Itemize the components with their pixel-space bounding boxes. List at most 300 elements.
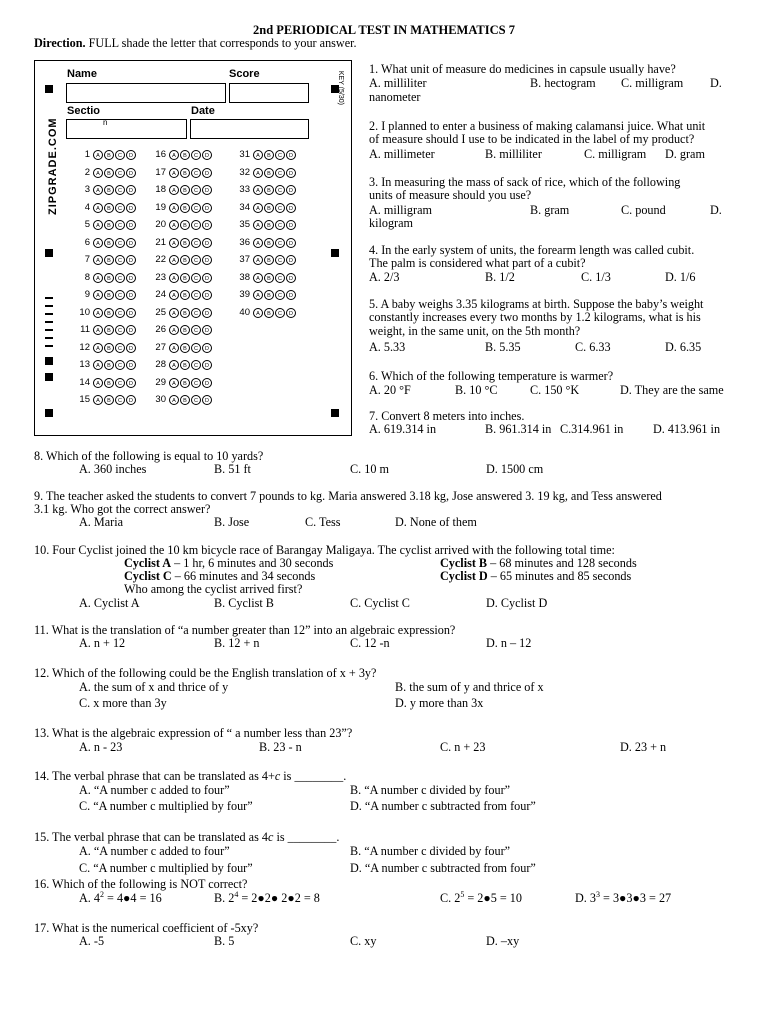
answer-bubble[interactable]: B <box>264 220 274 230</box>
answer-bubble[interactable]: C <box>115 255 125 265</box>
answer-bubble[interactable]: C <box>115 220 125 230</box>
choice-base: C. 2 <box>440 891 461 905</box>
answer-choice[interactable]: A. milliliter <box>369 76 427 90</box>
answer-bubble[interactable]: C <box>191 203 201 213</box>
answer-bubble[interactable]: D <box>126 290 136 300</box>
answer-choice[interactable]: A. the sum of x and thrice of y <box>79 680 229 694</box>
answer-bubble[interactable]: D <box>286 238 296 248</box>
answer-row <box>75 358 137 372</box>
answer-choice[interactable]: D. Cyclist D <box>486 596 548 610</box>
answer-bubble[interactable]: C <box>191 273 201 283</box>
answer-bubble[interactable]: D <box>202 255 212 265</box>
answer-bubble[interactable]: A <box>169 360 179 370</box>
answer-choice[interactable]: D. y more than 3x <box>395 696 484 710</box>
answer-row <box>235 218 297 232</box>
answer-bubble[interactable]: A <box>93 150 103 160</box>
answer-bubble[interactable]: C <box>115 185 125 195</box>
answer-bubble[interactable]: D <box>202 150 212 160</box>
answer-bubble[interactable]: C <box>115 168 125 178</box>
answer-bubble[interactable]: B <box>104 290 114 300</box>
answer-bubble[interactable]: A <box>169 308 179 318</box>
answer-choice[interactable]: A. “A number c added to four” <box>79 783 230 797</box>
name-field[interactable] <box>66 83 226 103</box>
answer-choice[interactable]: B. 10 °C <box>455 383 498 397</box>
answer-bubble[interactable]: A <box>253 255 263 265</box>
question-number: 20 <box>155 219 166 231</box>
question-number: 32 <box>239 166 250 178</box>
answer-bubble[interactable]: A <box>253 290 263 300</box>
answer-choice[interactable]: D. 6.35 <box>665 340 702 354</box>
answer-bubble[interactable]: B <box>180 185 190 195</box>
answer-choice[interactable]: C. 6.33 <box>575 340 611 354</box>
key-code: KEY (5/30) <box>337 70 344 105</box>
answer-bubble[interactable]: A <box>93 203 103 213</box>
cyclist-duration: – 68 minutes and 128 seconds <box>487 556 637 570</box>
question-number: 24 <box>155 289 166 301</box>
answer-bubble[interactable]: D <box>202 395 212 405</box>
answer-bubble[interactable]: B <box>180 308 190 318</box>
question-number: 39 <box>239 289 250 301</box>
question-stem: 13. What is the algebraic expression of “ a number less than 23”? <box>34 726 353 740</box>
answer-choice[interactable]: D. –xy <box>486 934 520 948</box>
answer-row <box>151 341 213 355</box>
answer-choice[interactable]: D. 413.961 in <box>653 422 721 436</box>
answer-bubble[interactable]: B <box>104 150 114 160</box>
question-stem: weight, in the same unit, on the 5th month? <box>369 323 581 338</box>
answer-bubble[interactable]: B <box>104 255 114 265</box>
name-label: Name <box>67 68 97 80</box>
answer-row <box>235 288 297 302</box>
answer-bubble[interactable]: A <box>93 360 103 370</box>
answer-bubble[interactable]: C <box>115 378 125 388</box>
answer-choice[interactable] <box>575 889 672 906</box>
question-stem: 12. Which of the following could be the English translation of x + 3y? <box>34 666 377 680</box>
answer-bubble[interactable]: A <box>93 290 103 300</box>
answer-choice[interactable]: B. gram <box>530 203 570 217</box>
answer-bubble[interactable]: D <box>202 343 212 353</box>
answer-bubble[interactable]: A <box>93 255 103 265</box>
answer-bubble[interactable]: C <box>115 203 125 213</box>
answer-bubble[interactable]: A <box>169 150 179 160</box>
answer-bubble[interactable]: C <box>191 185 201 195</box>
answer-choice[interactable]: C. 150 °K <box>530 383 580 397</box>
question-stem: 16. Which of the following is NOT correct? <box>34 877 248 891</box>
answer-bubble[interactable]: C <box>191 343 201 353</box>
answer-bubble[interactable]: A <box>169 395 179 405</box>
answer-row <box>151 271 213 285</box>
answer-choice[interactable]: C.314.961 in <box>560 422 624 436</box>
answer-bubble[interactable]: C <box>191 308 201 318</box>
answer-bubble[interactable]: C <box>275 168 285 178</box>
answer-bubble[interactable]: A <box>253 150 263 160</box>
answer-choice[interactable]: D. They are the same <box>620 383 724 397</box>
answer-bubble[interactable]: B <box>264 238 274 248</box>
answer-choice[interactable]: A. 5.33 <box>369 340 406 354</box>
answer-bubble[interactable]: C <box>191 255 201 265</box>
answer-bubble[interactable]: D <box>202 203 212 213</box>
answer-choice[interactable]: C. 12 -n <box>350 636 390 650</box>
answer-choice[interactable]: C. xy <box>350 934 377 948</box>
registration-mark <box>45 409 53 417</box>
answer-bubble[interactable]: C <box>191 360 201 370</box>
answer-bubble[interactable]: B <box>264 273 274 283</box>
answer-bubble[interactable]: A <box>93 325 103 335</box>
answer-bubble[interactable]: A <box>253 308 263 318</box>
answer-bubble[interactable]: B <box>104 238 114 248</box>
question-number: 10 <box>79 306 90 318</box>
answer-bubble[interactable]: C <box>191 220 201 230</box>
answer-bubble[interactable]: A <box>93 378 103 388</box>
answer-bubble[interactable]: B <box>180 255 190 265</box>
answer-bubble[interactable]: B <box>264 168 274 178</box>
answer-choice[interactable]: D. 23 + n <box>620 740 667 754</box>
answer-choice[interactable]: B. the sum of y and thrice of x <box>395 680 544 694</box>
answer-bubble[interactable]: A <box>169 185 179 195</box>
answer-bubble[interactable]: C <box>115 395 125 405</box>
answer-bubble[interactable]: D <box>126 220 136 230</box>
answer-bubble[interactable]: D <box>126 255 136 265</box>
answer-bubble[interactable]: A <box>169 203 179 213</box>
section-field[interactable] <box>66 119 187 139</box>
answer-bubble[interactable]: C <box>275 273 285 283</box>
answer-choice[interactable]: C. n + 23 <box>440 740 486 754</box>
answer-bubble[interactable]: D <box>286 150 296 160</box>
answer-choice[interactable]: B. 5.35 <box>485 340 521 354</box>
answer-bubble[interactable]: B <box>104 185 114 195</box>
answer-bubble[interactable]: A <box>169 220 179 230</box>
cyclist-time <box>440 570 631 584</box>
answer-bubble[interactable]: A <box>253 273 263 283</box>
question-number: 2 <box>84 166 90 178</box>
answer-bubble[interactable]: D <box>286 308 296 318</box>
answer-choice[interactable]: C. Tess <box>305 515 341 529</box>
answer-bubble[interactable]: B <box>104 220 114 230</box>
answer-bubble[interactable]: B <box>180 150 190 160</box>
answer-bubble[interactable]: C <box>115 343 125 353</box>
answer-bubble[interactable]: B <box>104 273 114 283</box>
answer-choice[interactable]: C. pound <box>621 203 666 217</box>
answer-choice[interactable]: B. milliliter <box>485 147 542 161</box>
answer-sheet <box>34 60 352 436</box>
answer-bubble[interactable]: C <box>191 168 201 178</box>
answer-choice[interactable] <box>79 889 162 906</box>
timing-mark <box>45 321 53 323</box>
answer-bubble[interactable]: B <box>180 238 190 248</box>
answer-bubble[interactable]: B <box>180 220 190 230</box>
answer-choice[interactable]: D. 1/6 <box>665 270 696 284</box>
answer-choice[interactable]: C. 1/3 <box>581 270 611 284</box>
answer-choice[interactable]: A. Cyclist A <box>79 596 140 610</box>
question-number: 34 <box>239 201 250 213</box>
answer-choice[interactable]: C. 10 m <box>350 462 389 476</box>
answer-row <box>235 236 297 250</box>
answer-bubble[interactable]: A <box>169 325 179 335</box>
answer-choice[interactable]: D. <box>710 76 722 90</box>
question-stem: 5. A baby weighs 3.35 kilograms at birth. Suppose the baby’s weight <box>369 297 704 311</box>
answer-bubble[interactable]: B <box>180 343 190 353</box>
answer-bubble[interactable]: C <box>275 308 285 318</box>
question-stem <box>34 831 339 845</box>
question-number: 25 <box>155 306 166 318</box>
answer-choice[interactable]: A. n - 23 <box>79 740 123 754</box>
answer-bubble[interactable]: A <box>169 273 179 283</box>
answer-bubble[interactable]: D <box>202 378 212 388</box>
answer-choice[interactable] <box>440 889 522 906</box>
answer-bubble[interactable]: D <box>126 378 136 388</box>
answer-bubble[interactable]: A <box>93 395 103 405</box>
answer-bubble[interactable]: A <box>253 220 263 230</box>
question-subtext: Who among the cyclist arrived first? <box>124 582 303 596</box>
answer-bubble[interactable]: C <box>191 378 201 388</box>
answer-row <box>75 218 137 232</box>
answer-bubble[interactable]: D <box>202 220 212 230</box>
answer-bubble[interactable]: D <box>286 220 296 230</box>
answer-bubble[interactable]: A <box>93 308 103 318</box>
date-field[interactable] <box>190 119 309 139</box>
stem-blank: is ________. <box>280 769 347 783</box>
direction <box>34 37 357 51</box>
cyclist-duration: – 66 minutes and 34 seconds <box>171 569 316 583</box>
answer-bubble[interactable]: B <box>180 168 190 178</box>
answer-bubble[interactable]: C <box>115 308 125 318</box>
answer-row <box>75 306 137 320</box>
answer-bubble[interactable]: C <box>115 325 125 335</box>
answer-bubble[interactable]: D <box>126 325 136 335</box>
answer-choice[interactable]: A. “A number c added to four” <box>79 844 230 858</box>
answer-bubble[interactable]: A <box>253 238 263 248</box>
answer-bubble[interactable]: B <box>104 203 114 213</box>
answer-bubble[interactable]: D <box>202 325 212 335</box>
answer-bubble[interactable]: C <box>115 273 125 283</box>
answer-choice[interactable]: B. hectogram <box>530 76 596 90</box>
answer-choice[interactable]: A. millimeter <box>369 147 435 161</box>
answer-bubble[interactable]: A <box>93 185 103 195</box>
answer-bubble[interactable]: B <box>104 360 114 370</box>
answer-choice[interactable]: B. Jose <box>214 515 250 529</box>
answer-bubble[interactable]: A <box>93 273 103 283</box>
answer-choice[interactable]: B. 12 + n <box>214 636 260 650</box>
choice-exponent: 3 <box>596 889 600 899</box>
answer-bubble[interactable]: C <box>275 238 285 248</box>
answer-row <box>235 271 297 285</box>
question-number: 21 <box>155 236 166 248</box>
cyclist-duration: – 65 minutes and 85 seconds <box>487 569 632 583</box>
answer-bubble[interactable]: C <box>275 150 285 160</box>
answer-choice[interactable]: C. x more than 3y <box>79 696 167 710</box>
answer-bubble[interactable]: A <box>253 203 263 213</box>
answer-choice[interactable]: A. milligram <box>369 203 432 217</box>
answer-choice[interactable]: B. 5 <box>214 934 235 948</box>
answer-bubble[interactable]: A <box>93 168 103 178</box>
answer-row <box>151 306 213 320</box>
answer-bubble[interactable]: B <box>104 168 114 178</box>
answer-bubble[interactable]: C <box>275 185 285 195</box>
answer-bubble[interactable]: A <box>169 343 179 353</box>
answer-bubble[interactable]: D <box>202 290 212 300</box>
timing-mark <box>45 373 53 381</box>
answer-choice[interactable] <box>214 889 320 906</box>
answer-bubble[interactable]: B <box>264 185 274 195</box>
answer-bubble[interactable]: A <box>169 238 179 248</box>
page-title: 2nd PERIODICAL TEST IN MATHEMATICS 7 <box>253 23 515 37</box>
answer-bubble[interactable]: B <box>264 203 274 213</box>
answer-bubble[interactable]: C <box>275 203 285 213</box>
answer-bubble[interactable]: B <box>104 343 114 353</box>
timing-mark <box>45 337 53 339</box>
answer-choice[interactable]: D. 1500 cm <box>486 462 544 476</box>
answer-bubble[interactable]: C <box>115 360 125 370</box>
answer-choice[interactable]: C. milligram <box>621 76 684 90</box>
answer-bubble[interactable]: D <box>286 203 296 213</box>
choice-rest: = 3●3●3 = 27 <box>600 891 672 905</box>
answer-row <box>75 271 137 285</box>
answer-choice[interactable]: B. 1/2 <box>485 270 515 284</box>
answer-bubble[interactable]: A <box>93 238 103 248</box>
answer-bubble[interactable]: C <box>191 238 201 248</box>
answer-choice[interactable]: D. “A number c subtracted from four” <box>350 861 536 875</box>
answer-bubble[interactable]: D <box>126 168 136 178</box>
timing-mark <box>45 305 53 307</box>
answer-bubble[interactable]: C <box>275 220 285 230</box>
score-field[interactable] <box>229 83 309 103</box>
answer-choice[interactable]: D. None of them <box>395 515 477 529</box>
answer-bubble[interactable]: D <box>126 308 136 318</box>
answer-choice[interactable]: A. Maria <box>79 515 123 529</box>
choice-base: D. 3 <box>575 891 596 905</box>
answer-bubble[interactable]: A <box>169 378 179 388</box>
answer-bubble[interactable]: A <box>253 185 263 195</box>
answer-bubble[interactable]: A <box>93 343 103 353</box>
answer-choice[interactable]: A. 360 inches <box>79 462 147 476</box>
answer-bubble[interactable]: B <box>180 273 190 283</box>
answer-bubble[interactable]: B <box>180 378 190 388</box>
answer-bubble[interactable]: B <box>180 360 190 370</box>
answer-bubble[interactable]: D <box>126 360 136 370</box>
answer-choice[interactable]: D. gram <box>665 147 705 161</box>
answer-bubble[interactable]: D <box>202 238 212 248</box>
answer-choice[interactable]: D. “A number c subtracted from four” <box>350 799 536 813</box>
answer-bubble[interactable]: B <box>264 150 274 160</box>
answer-bubble[interactable]: D <box>126 395 136 405</box>
answer-bubble[interactable]: D <box>202 308 212 318</box>
answer-bubble[interactable]: D <box>202 168 212 178</box>
answer-choice[interactable]: D. <box>710 203 722 217</box>
answer-choice[interactable]: B. 23 - n <box>259 740 302 754</box>
question-stem: of measure should I use to be indicated in the label of my product? <box>369 132 695 147</box>
answer-bubble[interactable]: D <box>286 273 296 283</box>
answer-choice[interactable]: C. “A number c multiplied by four” <box>79 799 253 813</box>
question-number: 35 <box>239 219 250 231</box>
question-stem: units of measure should you use? <box>369 188 532 203</box>
answer-bubble[interactable]: B <box>264 255 274 265</box>
question-stem: 2. I planned to enter a business of making calamansi juice. What unit <box>369 119 706 133</box>
answer-bubble[interactable]: D <box>202 185 212 195</box>
answer-bubble[interactable]: A <box>169 168 179 178</box>
question-stem: 3.1 kg. Who got the correct answer? <box>34 502 211 517</box>
answer-bubble[interactable]: D <box>202 360 212 370</box>
answer-bubble[interactable]: B <box>180 290 190 300</box>
answer-choice[interactable]: B. 51 ft <box>214 462 251 476</box>
question-number: 37 <box>239 254 250 266</box>
question-stem: 3. In measuring the mass of sack of rice, which of the following <box>369 175 681 189</box>
question-number: 28 <box>155 359 166 371</box>
answer-row <box>151 253 213 267</box>
answer-row <box>151 183 213 197</box>
answer-bubble[interactable]: C <box>191 395 201 405</box>
section-label-n: n <box>103 118 108 127</box>
stem-variable: c <box>267 830 274 844</box>
answer-bubble[interactable]: D <box>286 255 296 265</box>
answer-bubble[interactable]: B <box>104 395 114 405</box>
answer-choice[interactable]: A. n + 12 <box>79 636 126 650</box>
answer-choice[interactable]: A. -5 <box>79 934 105 948</box>
answer-bubble[interactable]: D <box>286 168 296 178</box>
answer-bubble[interactable]: B <box>180 203 190 213</box>
choice-exponent: 2 <box>100 889 104 899</box>
answer-bubble[interactable]: C <box>115 238 125 248</box>
answer-row <box>235 166 297 180</box>
answer-bubble[interactable]: D <box>126 150 136 160</box>
answer-bubble[interactable]: D <box>126 343 136 353</box>
answer-bubble[interactable]: A <box>253 168 263 178</box>
answer-row <box>75 166 137 180</box>
question-stem: The palm is considered what part of a cubit? <box>369 256 586 271</box>
answer-bubble[interactable]: D <box>126 238 136 248</box>
answer-choice[interactable]: B. Cyclist B <box>214 596 274 610</box>
answer-bubble[interactable]: C <box>275 255 285 265</box>
direction-text: FULL shade the letter that corresponds to your answer. <box>85 36 357 50</box>
answer-choice[interactable]: B. “A number c divided by four” <box>350 783 511 797</box>
answer-bubble[interactable]: B <box>104 325 114 335</box>
answer-bubble[interactable]: C <box>191 150 201 160</box>
answer-bubble[interactable]: B <box>104 378 114 388</box>
answer-bubble[interactable]: D <box>126 185 136 195</box>
answer-bubble[interactable]: D <box>286 290 296 300</box>
answer-bubble[interactable]: B <box>264 308 274 318</box>
answer-bubble[interactable]: A <box>169 290 179 300</box>
answer-choice[interactable]: C. “A number c multiplied by four” <box>79 861 253 875</box>
answer-choice[interactable]: B. “A number c divided by four” <box>350 844 511 858</box>
registration-mark <box>45 85 53 93</box>
answer-bubble[interactable]: D <box>202 273 212 283</box>
answer-bubble[interactable]: A <box>169 255 179 265</box>
answer-choice[interactable]: A. 2/3 <box>369 270 400 284</box>
answer-choice[interactable]: C. Cyclist C <box>350 596 410 610</box>
answer-choice[interactable]: D. n – 12 <box>486 636 532 650</box>
answer-bubble[interactable]: D <box>126 203 136 213</box>
choice-base: A. 4 <box>79 891 100 905</box>
answer-choice[interactable]: B. 961.314 in <box>485 422 552 436</box>
stem-text: 14. The verbal phrase that can be translated as 4+ <box>34 769 275 783</box>
answer-bubble[interactable]: C <box>115 290 125 300</box>
answer-bubble[interactable]: C <box>191 325 201 335</box>
answer-bubble[interactable]: D <box>286 185 296 195</box>
answer-bubble[interactable]: B <box>264 290 274 300</box>
answer-bubble[interactable]: D <box>126 273 136 283</box>
answer-bubble[interactable]: C <box>115 150 125 160</box>
answer-choice[interactable]: A. 20 °F <box>369 383 411 397</box>
answer-bubble[interactable]: A <box>93 220 103 230</box>
question-number: 7 <box>84 254 90 266</box>
answer-bubble[interactable]: C <box>275 290 285 300</box>
answer-bubble[interactable]: B <box>104 308 114 318</box>
answer-bubble[interactable]: C <box>191 290 201 300</box>
question-number: 16 <box>155 149 166 161</box>
answer-bubble[interactable]: B <box>180 325 190 335</box>
answer-choice[interactable]: C. milligram <box>584 147 647 161</box>
answer-choice[interactable]: A. 619.314 in <box>369 422 437 436</box>
answer-bubble[interactable]: B <box>180 395 190 405</box>
